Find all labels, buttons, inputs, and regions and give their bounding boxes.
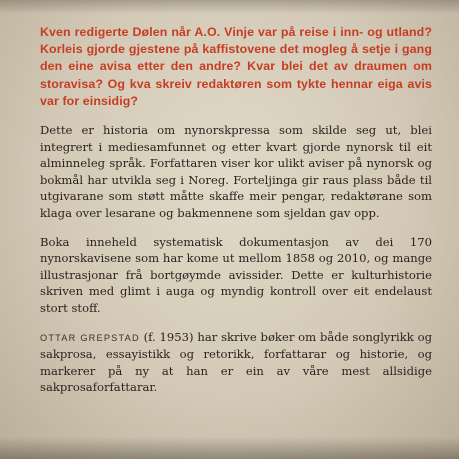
- intro-questions: Kven redigerte Dølen når A.O. Vinje var på reise i inn- og utland? Korleis gjorde gjestene på kaffistovene det mogleg å setje i gang den eine avisa etter den andre? Kvar blei det av draumen om storavisa? Og kva skreiv redaktøren som tykte hennar eiga avis var for einsidig?: [40, 25, 432, 108]
- author-bio: [40, 329, 432, 396]
- author-name: OTTAR GREPSTAD: [40, 332, 140, 343]
- top-edge-shadow: [0, 0, 459, 14]
- description-paragraph-2: Boka inneheld systematisk dokumentasjon av dei 170 nynorskavisene som har kome ut mellom 1858 og 2010, og mange illustrasjonar frå bortgøymde avissider. Dette er kulturhistorie skriven med glimt i auga og myndig kontroll over eit endelaust stort stoff.: [40, 234, 432, 315]
- bottom-edge-shadow: [0, 437, 459, 459]
- description-paragraph-1: Dette er historia om nynorskpressa som skilde seg ut, blei integrert i mediesamfunnet og etter kvart gjorde nynorsk til eit alminneleg språk. Forfattaren viser kor ulikt aviser på nynorsk og bokmål har utvikla seg i Noreg. Forteljinga gir raus plass både til utgivarane som støtt måtte skaffe meir pengar, redaktørane som klaga over lesarane og bakmennene som sjeldan gav opp.: [40, 123, 432, 220]
- cover-text-block: [40, 24, 432, 396]
- author-bio-text: (f. 1953) har skrive bøker om både songlyrikk og sakprosa, essayistikk og retorikk, forfattarar og historie, og markerer på ny at han er ein av våre mest allsidige sakprosaforfattarar.: [40, 329, 432, 395]
